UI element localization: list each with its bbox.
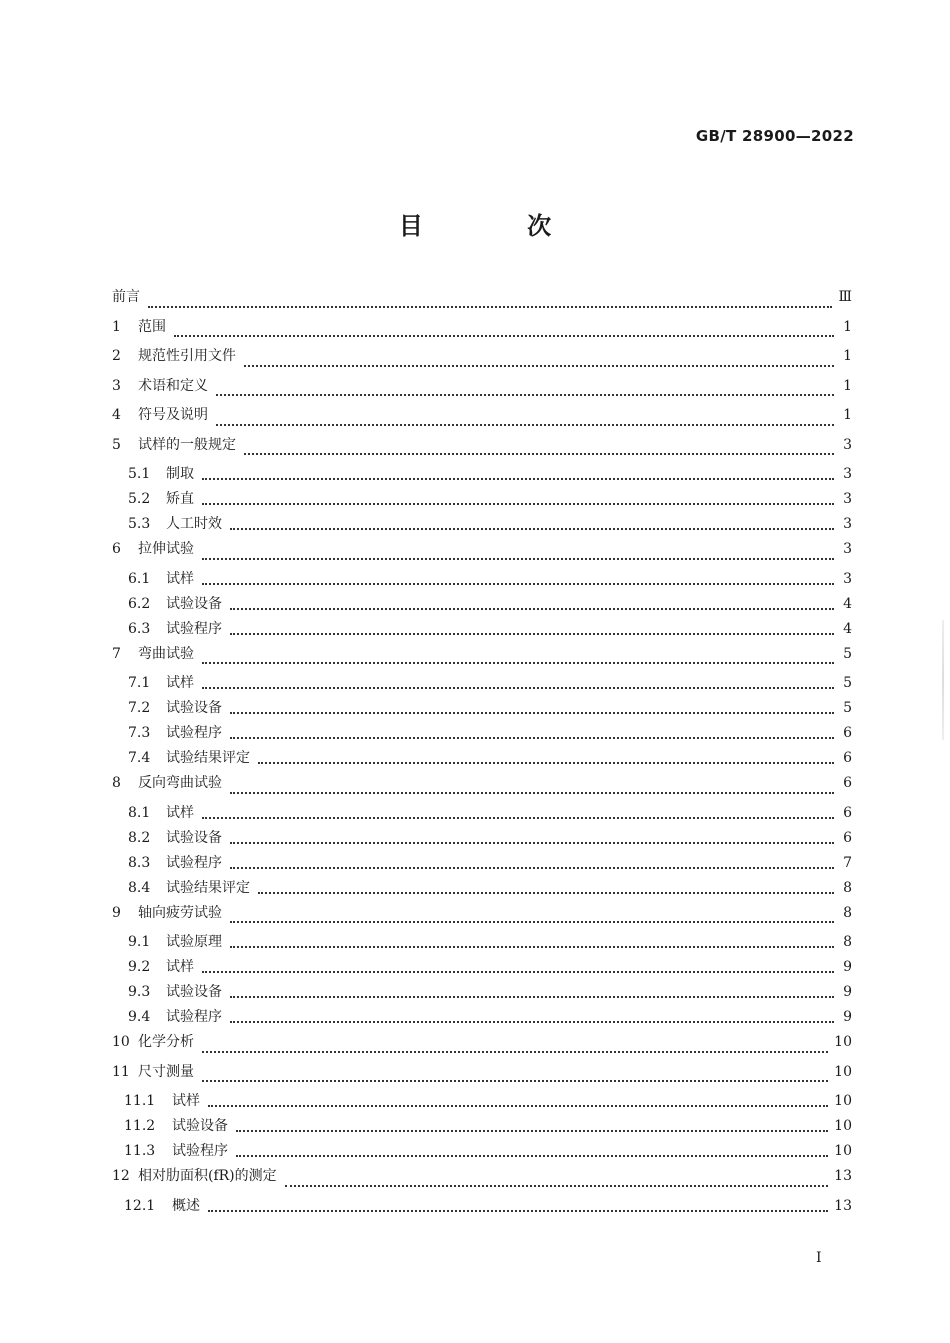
toc-entry[interactable]: [112, 435, 852, 465]
toc-entry-number: 9.2: [128, 959, 151, 975]
toc-entry[interactable]: [112, 619, 852, 644]
dot-leader: [148, 306, 832, 308]
toc-entry-label: 试验程序: [172, 1143, 228, 1159]
dot-leader: [202, 503, 834, 505]
toc-entry[interactable]: [112, 644, 852, 674]
toc-entry-page: 8: [843, 934, 852, 950]
toc-entry-number: 11.3: [124, 1143, 156, 1159]
toc-entry-label: 制取: [166, 466, 194, 482]
toc-entry-page: 6: [843, 804, 852, 821]
toc-entry-number: 6.3: [128, 620, 151, 637]
toc-entry-page: 10: [834, 1034, 852, 1050]
toc-entry-number: 9.1: [128, 934, 151, 950]
toc-entry[interactable]: [112, 773, 852, 803]
toc-entry-label: 反向弯曲试验: [138, 775, 222, 791]
toc-entry-number: 9: [112, 904, 121, 921]
toc-entry-label: 试验设备: [172, 1118, 228, 1134]
toc-entry-label: 试样: [166, 959, 194, 975]
toc-entry-number: 5.2: [128, 491, 151, 507]
toc-entry-page: 10: [834, 1093, 852, 1109]
toc-entry-number: 8: [112, 775, 121, 791]
dot-leader: [202, 971, 834, 973]
toc-entry[interactable]: [112, 287, 852, 317]
toc-entry-label: 试验程序: [166, 620, 222, 637]
dot-leader: [202, 817, 834, 819]
dot-leader: [230, 1021, 834, 1023]
toc-entry-number: 1: [112, 318, 121, 335]
table-of-contents: [112, 287, 852, 1221]
scan-artifact: [942, 620, 944, 740]
toc-entry-label: 试验程序: [166, 1009, 222, 1025]
toc-entry-page: 10: [834, 1143, 852, 1159]
toc-entry-label: 试样: [166, 675, 194, 691]
toc-entry-page: 3: [843, 516, 852, 532]
toc-entry-number: 7: [112, 645, 121, 662]
dot-leader: [230, 792, 834, 794]
dot-leader: [202, 662, 834, 664]
page-folio: I: [816, 1250, 822, 1266]
toc-entry-label: 拉伸试验: [138, 541, 194, 557]
toc-entry-number: 5.3: [128, 516, 151, 532]
toc-entry-label: 试验程序: [166, 854, 222, 871]
toc-entry-number: 2: [112, 348, 121, 364]
dot-leader: [202, 1051, 828, 1053]
toc-entry[interactable]: [112, 828, 852, 853]
toc-entry-page: 5: [843, 645, 852, 662]
toc-entry-label: 前言: [112, 289, 140, 305]
dot-leader: [202, 1080, 828, 1082]
toc-entry[interactable]: [112, 673, 852, 698]
toc-entry-number: 7.3: [128, 725, 151, 741]
toc-entry-page: 10: [834, 1118, 852, 1134]
toc-entry-label: 术语和定义: [138, 377, 208, 394]
dot-leader: [202, 583, 834, 585]
toc-entry-page: 5: [843, 675, 852, 691]
toc-entry-label: 试样: [166, 570, 194, 587]
toc-entry-label: 轴向疲劳试验: [138, 904, 222, 921]
toc-entry-number: 7.4: [128, 750, 151, 766]
toc-entry-page: 4: [843, 595, 852, 612]
dot-leader: [258, 892, 834, 894]
toc-entry[interactable]: [112, 514, 852, 539]
dot-leader: [244, 453, 834, 455]
toc-entry-number: 3: [112, 377, 121, 394]
toc-entry-number: 12.1: [124, 1197, 156, 1214]
toc-entry-label: 试样的一般规定: [138, 436, 236, 453]
dot-leader: [236, 1130, 828, 1132]
toc-entry-number: 11: [112, 1063, 130, 1080]
toc-entry[interactable]: [112, 376, 852, 406]
toc-entry-page: 3: [843, 491, 852, 507]
toc-entry-page: 6: [843, 775, 852, 791]
toc-entry[interactable]: [112, 489, 852, 514]
dot-leader: [230, 528, 834, 530]
toc-entry-label: 试验设备: [166, 700, 222, 716]
toc-entry-number: 8.4: [128, 879, 151, 896]
toc-entry-label: 矫直: [166, 491, 194, 507]
dot-leader: [216, 424, 834, 426]
toc-entry-number: 11.1: [124, 1093, 156, 1109]
dot-leader: [216, 394, 834, 396]
toc-entry-label: 化学分析: [138, 1034, 194, 1050]
dot-leader: [202, 558, 834, 560]
dot-leader: [230, 996, 834, 998]
toc-entry-label: 符号及说明: [138, 407, 208, 423]
toc-entry-label: 尺寸测量: [138, 1063, 194, 1080]
toc-entry-label: 试验设备: [166, 595, 222, 612]
toc-entry[interactable]: [112, 982, 852, 1007]
toc-entry-page: 9: [843, 959, 852, 975]
toc-entry[interactable]: [112, 748, 852, 773]
toc-entry-page: 6: [843, 750, 852, 766]
toc-entry-label: 试样: [172, 1093, 200, 1109]
toc-entry-number: 8.1: [128, 804, 151, 821]
toc-entry[interactable]: [112, 1166, 852, 1196]
toc-entry-number: 7.2: [128, 700, 151, 716]
toc-entry-label: 试验结果评定: [166, 879, 250, 896]
dot-leader: [230, 712, 834, 714]
toc-entry-page: 13: [834, 1197, 852, 1214]
dot-leader: [208, 1210, 828, 1212]
toc-entry[interactable]: [112, 723, 852, 748]
toc-entry-page: 1: [843, 318, 852, 335]
toc-entry-number: 9.3: [128, 984, 151, 1000]
toc-entry-page: 6: [843, 829, 852, 846]
toc-entry[interactable]: [112, 405, 852, 435]
toc-entry-page: 9: [843, 1009, 852, 1025]
standard-code: GB/T 28900—2022: [695, 127, 854, 145]
dot-leader: [230, 867, 834, 869]
toc-entry-page: 7: [843, 854, 852, 871]
toc-entry[interactable]: [112, 803, 852, 828]
toc-entry-page: 10: [834, 1063, 852, 1080]
toc-entry-page: 1: [843, 348, 852, 364]
toc-entry-page: Ⅲ: [838, 289, 852, 305]
toc-entry-number: 4: [112, 407, 121, 423]
toc-entry-page: 13: [834, 1168, 852, 1184]
toc-entry-page: 3: [843, 570, 852, 587]
toc-entry-number: 6.1: [128, 570, 151, 587]
page-title: 目 次: [398, 211, 600, 240]
toc-entry-label: 概述: [172, 1197, 200, 1214]
toc-entry-page: 1: [843, 377, 852, 394]
dot-leader: [230, 946, 834, 948]
toc-entry[interactable]: [112, 569, 852, 594]
toc-entry-number: 6: [112, 541, 121, 557]
toc-entry[interactable]: [112, 1196, 852, 1221]
toc-entry[interactable]: [112, 594, 852, 619]
toc-entry-label: 规范性引用文件: [138, 348, 236, 364]
toc-entry[interactable]: [112, 932, 852, 957]
toc-entry-label: 试验结果评定: [166, 750, 250, 766]
toc-entry-number: 11.2: [124, 1118, 156, 1134]
toc-entry[interactable]: [112, 1116, 852, 1141]
toc-entry-label: 试验程序: [166, 725, 222, 741]
toc-entry-page: 8: [843, 904, 852, 921]
dot-leader: [174, 335, 834, 337]
toc-entry[interactable]: [112, 346, 852, 376]
toc-entry[interactable]: [112, 1062, 852, 1092]
toc-entry-label: 弯曲试验: [138, 645, 194, 662]
toc-entry-number: 9.4: [128, 1009, 151, 1025]
toc-entry-label: 试验原理: [166, 934, 222, 950]
toc-entry[interactable]: [112, 1007, 852, 1032]
dot-leader: [236, 1155, 828, 1157]
toc-entry-label: 人工时效: [166, 516, 222, 532]
toc-entry-page: 8: [843, 879, 852, 896]
toc-entry-page: 3: [843, 436, 852, 453]
toc-entry[interactable]: [112, 903, 852, 933]
dot-leader: [230, 842, 834, 844]
toc-entry-page: 9: [843, 984, 852, 1000]
toc-entry[interactable]: [112, 1032, 852, 1062]
toc-entry-number: 5: [112, 436, 121, 453]
dot-leader: [230, 921, 834, 923]
toc-entry[interactable]: [112, 464, 852, 489]
dot-leader: [285, 1185, 829, 1187]
toc-entry-number: 5.1: [128, 466, 151, 482]
toc-entry[interactable]: [112, 853, 852, 878]
dot-leader: [230, 737, 834, 739]
toc-entry[interactable]: [112, 1091, 852, 1116]
toc-entry-number: 10: [112, 1034, 130, 1050]
dot-leader: [258, 762, 834, 764]
toc-entry[interactable]: [112, 1141, 852, 1166]
toc-entry-page: 6: [843, 725, 852, 741]
toc-entry-label: 试验设备: [166, 829, 222, 846]
toc-entry-number: 12: [112, 1168, 130, 1184]
toc-entry-page: 1: [843, 407, 852, 423]
toc-entry[interactable]: [112, 878, 852, 903]
toc-entry-label: 试样: [166, 804, 194, 821]
dot-leader: [230, 608, 834, 610]
toc-entry-number: 8.3: [128, 854, 151, 871]
toc-entry[interactable]: [112, 698, 852, 723]
toc-entry[interactable]: [112, 539, 852, 569]
dot-leader: [208, 1105, 828, 1107]
toc-entry-page: 4: [843, 620, 852, 637]
toc-entry-label: 试验设备: [166, 984, 222, 1000]
toc-entry-label: 范围: [138, 318, 166, 335]
toc-entry-page: 3: [843, 541, 852, 557]
toc-entry-number: 7.1: [128, 675, 151, 691]
toc-entry[interactable]: [112, 317, 852, 347]
dot-leader: [230, 633, 834, 635]
dot-leader: [202, 478, 834, 480]
toc-entry-page: 5: [843, 700, 852, 716]
dot-leader: [202, 687, 834, 689]
toc-entry-page: 3: [843, 466, 852, 482]
toc-entry-number: 8.2: [128, 829, 151, 846]
toc-entry-number: 6.2: [128, 595, 151, 612]
dot-leader: [244, 365, 834, 367]
toc-entry[interactable]: [112, 957, 852, 982]
toc-entry-label: 相对肋面积(fR)的测定: [138, 1168, 277, 1184]
